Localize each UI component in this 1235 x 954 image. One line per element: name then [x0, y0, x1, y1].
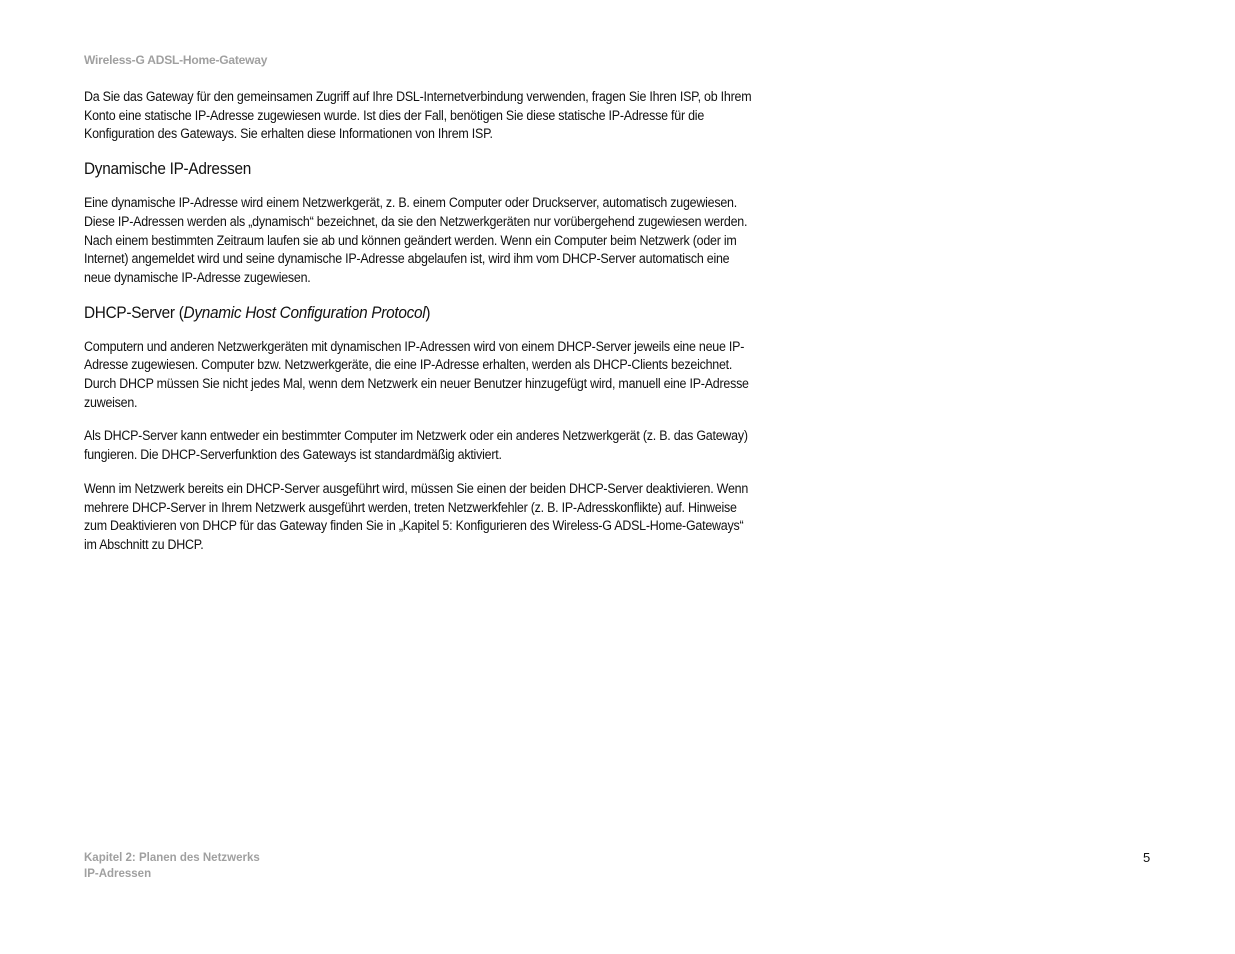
section-heading-dynamic-ip: Dynamische IP-Adressen — [84, 160, 251, 179]
footer-chapter: Kapitel 2: Planen des Netzwerks — [84, 852, 260, 864]
footer-section: IP-Adressen — [84, 868, 152, 880]
dhcp-heading-italic: Dynamic Host Configuration Protocol — [183, 303, 426, 322]
section-heading-dhcp — [84, 303, 758, 323]
dhcp-heading-suffix: ) — [425, 303, 431, 322]
intro-paragraph: Da Sie das Gateway für den gemeinsamen Zugriff auf Ihre DSL-Internetverbindung verwenden, fragen Sie Ihren ISP, ob Ihrem Konto eine statische IP-Adresse zugewiesen wurde. Ist dies der Fall, benötigen Sie diese statische IP-Adresse für die Konfiguration des Gateways. Sie erhalten diese Informationen von Ihrem ISP. — [84, 89, 752, 142]
page-number: 5 — [1143, 850, 1151, 865]
document-body — [84, 88, 756, 570]
dynamic-ip-paragraph: Eine dynamische IP-Adresse wird einem Netzwerkgerät, z. B. einem Computer oder Druckserver, automatisch zugewiesen. Diese IP-Adressen werden als „dynamisch“ bezeichnet, da sie den Netzwerkgeräten nur vorübergehend zugewiesen werden. Nach einem bestimmten Zeitraum laufen sie ab und können geändert werden. Wenn ein Computer beim Netzwerk (oder im Internet) angemeldet wird und seine dynamische IP-Adresse abgelaufen ist, wird ihm vom DHCP-Server automatisch eine neue dynamische IP-Adresse zugewiesen. — [84, 195, 748, 285]
dhcp-heading-prefix: DHCP-Server ( — [84, 303, 184, 322]
page-footer — [84, 850, 260, 882]
page-header: Wireless-G ADSL-Home-Gateway — [84, 53, 268, 67]
dhcp-paragraph-1: Computern und anderen Netzwerkgeräten mit dynamischen IP-Adressen wird von einem DHCP-Server jeweils eine neue IP-Adresse zugewiesen. Computer bzw. Netzwerkgeräte, die eine IP-Adresse erhalten, werden als DHCP-Clients bezeichnet. Durch DHCP müssen Sie nicht jedes Mal, wenn dem Netzwerk ein neuer Benutzer hinzugefügt wird, manuell eine IP-Adresse zuweisen. — [84, 338, 749, 410]
dhcp-paragraph-2: Als DHCP-Server kann entweder ein bestimmter Computer im Netzwerk oder ein anderes Netzwerkgerät (z. B. das Gateway) fungieren. Die DHCP-Serverfunktion des Gateways ist standardmäßig aktiviert. — [84, 428, 748, 463]
dhcp-paragraph-3: Wenn im Netzwerk bereits ein DHCP-Server ausgeführt wird, müssen Sie einen der beiden DHCP-Server deaktivieren. Wenn mehrere DHCP-Server in Ihrem Netzwerk ausgeführt werden, treten Netzwerkfehler (z. B. IP-Adresskonflikte) auf. Hinweise zum Deaktivieren von DHCP für das Gateway finden Sie in „Kapitel 5: Konfigurieren des Wireless-G ADSL-Home-Gateways“ im Abschnitt zu DHCP. — [84, 480, 749, 552]
